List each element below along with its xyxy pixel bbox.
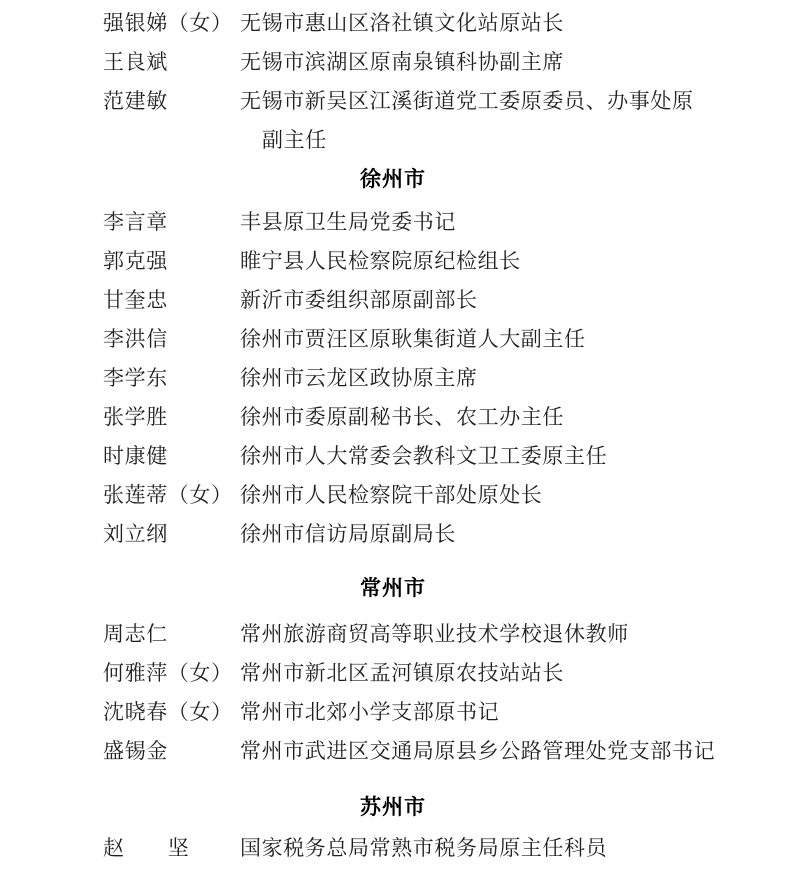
honoree-name: 范建敏 [103, 89, 168, 113]
position-line: 无锡市滨湖区原南泉镇科协副主席 [240, 50, 564, 74]
honoree-position [240, 437, 730, 476]
city-section [0, 569, 786, 771]
city-section-header: 徐州市 [360, 168, 426, 191]
position-line: 徐州市委原副秘书长、农工办主任 [240, 405, 564, 429]
honoree-name: 张学胜 [103, 405, 168, 429]
honoree-row [0, 281, 786, 320]
section-entries [0, 829, 786, 868]
honoree-name: 强银娣（女） [103, 11, 233, 35]
honoree-position [240, 203, 730, 242]
honoree-row [0, 320, 786, 359]
position-line: 常州市北郊小学支部原书记 [240, 700, 500, 724]
honoree-row [0, 82, 786, 160]
honoree-position [240, 359, 730, 398]
honoree-name: 周志仁 [103, 622, 168, 646]
honoree-position [240, 82, 730, 160]
honoree-position [240, 398, 730, 437]
city-section [0, 160, 786, 554]
honoree-name: 盛锡金 [103, 739, 168, 763]
honoree-position [240, 829, 730, 868]
honoree-name: 赵 坚 [103, 836, 190, 860]
honoree-row [0, 203, 786, 242]
honoree-position [240, 43, 730, 82]
honoree-name: 时康健 [103, 444, 168, 468]
position-continuation-line: 副主任 [262, 128, 327, 152]
honoree-name: 郭克强 [103, 249, 168, 273]
position-line: 徐州市人民检察院干部处原处长 [240, 483, 543, 507]
position-line: 徐州市贾汪区原耿集街道人大副主任 [240, 327, 586, 351]
position-line: 国家税务总局常熟市税务局原主任科员 [240, 836, 608, 860]
honoree-row [0, 437, 786, 476]
honoree-row [0, 4, 786, 43]
honoree-name: 甘奎忠 [103, 288, 168, 312]
honoree-row [0, 515, 786, 554]
position-line: 徐州市云龙区政协原主席 [240, 366, 478, 390]
city-section-header: 苏州市 [360, 796, 426, 819]
honoree-name: 何雅萍（女） [103, 661, 233, 685]
honoree-position [240, 654, 730, 693]
honoree-row [0, 829, 786, 868]
honoree-name: 张莲蒂（女） [103, 483, 233, 507]
honoree-position [240, 732, 730, 771]
honoree-name: 李洪信 [103, 327, 168, 351]
city-section [0, 788, 786, 868]
city-section [0, 4, 786, 160]
honoree-name: 刘立纲 [103, 522, 168, 546]
honoree-row [0, 615, 786, 654]
position-line: 徐州市信访局原副局长 [240, 522, 456, 546]
honoree-name: 李言章 [103, 210, 168, 234]
honoree-row [0, 732, 786, 771]
section-entries [0, 615, 786, 771]
honoree-row [0, 654, 786, 693]
city-section-header: 常州市 [360, 577, 426, 600]
honoree-row [0, 359, 786, 398]
position-line: 常州旅游商贸高等职业技术学校退休教师 [240, 622, 629, 646]
position-line: 丰县原卫生局党委书记 [240, 210, 456, 234]
honoree-row [0, 242, 786, 281]
position-line: 无锡市惠山区洛社镇文化站原站长 [240, 11, 564, 35]
honoree-position [240, 615, 730, 654]
position-line: 睢宁县人民检察院原纪检组长 [240, 249, 521, 273]
honoree-name: 王良斌 [103, 50, 168, 74]
position-line: 徐州市人大常委会教科文卫工委原主任 [240, 444, 608, 468]
honoree-row [0, 43, 786, 82]
honoree-position [240, 320, 730, 359]
position-line: 无锡市新吴区江溪街道党工委原委员、办事处原 [240, 89, 694, 113]
section-entries [0, 4, 786, 160]
honoree-position [240, 693, 730, 732]
honoree-position [240, 281, 730, 320]
position-line: 常州市新北区孟河镇原农技站站长 [240, 661, 564, 685]
section-entries [0, 203, 786, 554]
honoree-position [240, 476, 730, 515]
honoree-row [0, 476, 786, 515]
position-line: 新沂市委组织部原副部长 [240, 288, 478, 312]
honoree-row [0, 693, 786, 732]
honoree-row [0, 398, 786, 437]
position-line: 常州市武进区交通局原县乡公路管理处党支部书记 [240, 739, 716, 763]
honoree-name: 沈晓春（女） [103, 700, 233, 724]
honoree-position [240, 242, 730, 281]
honoree-name: 李学东 [103, 366, 168, 390]
honoree-position [240, 515, 730, 554]
honoree-position [240, 4, 730, 43]
